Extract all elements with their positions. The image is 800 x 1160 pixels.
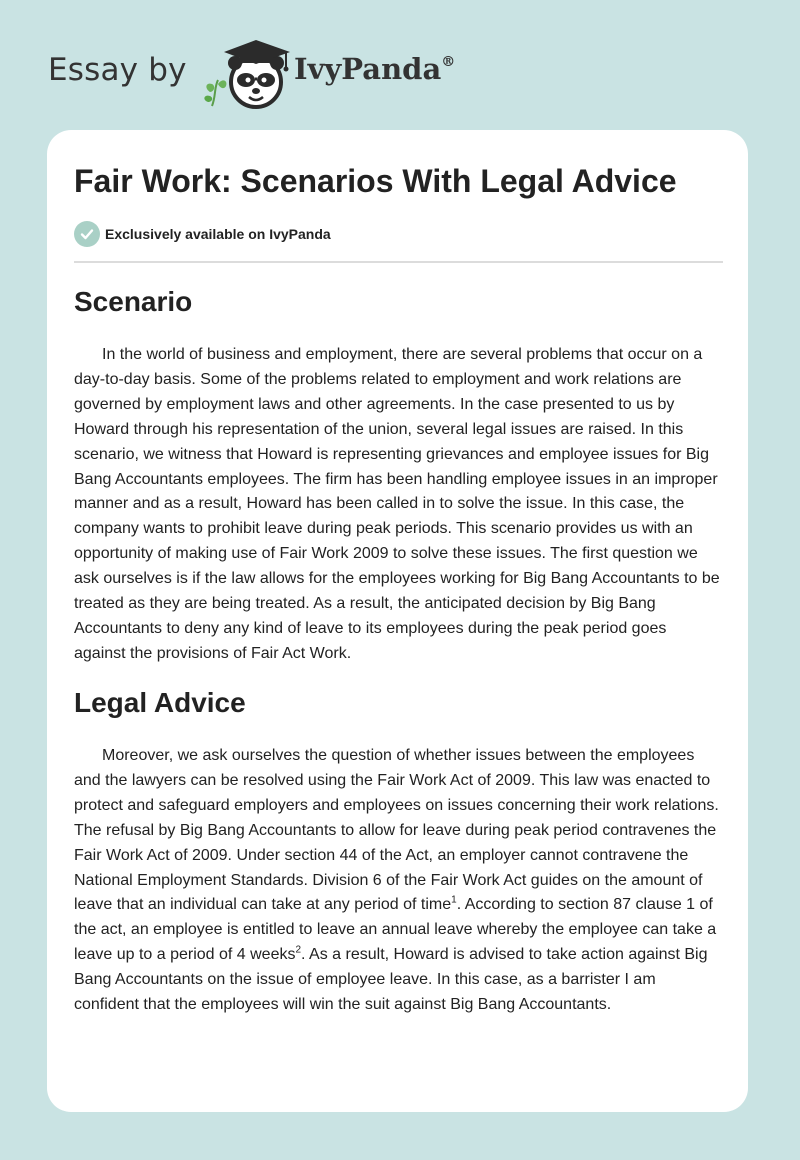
footnote-ref-1[interactable]: 1 (451, 895, 457, 907)
divider (74, 261, 723, 263)
brand-name[interactable]: IvyPanda® (294, 52, 456, 86)
registered-mark: ® (441, 54, 456, 70)
section-heading-scenario: Scenario (74, 286, 193, 317)
badge-label: Exclusively available on IvyPanda (105, 226, 331, 242)
check-icon (74, 221, 100, 247)
exclusive-badge (74, 221, 331, 247)
site-header (48, 32, 748, 112)
panda-logo-icon[interactable] (202, 36, 298, 110)
section-paragraph-legal-advice: Moreover, we ask ourselves the question of whether issues between the employees and the lawyers can be resolved using the Fair Work Act of 2009. This law was enacted to protect and safeguard employers and employees on issues concerning their work relations. The refusal by Big Bang Accountants to allow for leave during peak period contravenes the Fair Work Act of 2009. Under section 44 of the Act, an employer cannot contravene the National Employment Standards. Division 6 of the Fair Work Act guides on the amount of leave that an individual can take at any period of time$^1$. According to section 87 clause 1 of the act, an employee is entitled to leave an annual leave whereby the employee can take a leave up to a period of 4 weeks$^2$. As a result, Howard is advised to take action against Big Bang Accountants on the issue of employee leave. In this case, as a barrister I am confident that the employees will win the suit against Big Bang Accountants. (74, 747, 719, 1014)
page-title: Fair Work: Scenarios With Legal Advice (74, 163, 677, 199)
article-card (47, 130, 748, 1112)
section-heading-legal-advice: Legal Advice (74, 687, 246, 718)
footnote-ref-2[interactable]: 2 (295, 944, 302, 956)
brand-prefix: Essay by (48, 52, 187, 88)
section-paragraph-scenario: In the world of business and employment, there are several problems that occur on a day-to-day basis. Some of the problems related to employment and work relations are governed by employment laws and other agreements. In the case presented to us by Howard through his representation of the union, several legal issues are raised. In this scenario, we witness that Howard is representing grievances and employee issues for Big Bang Accountants employees. The firm has been handling employee issues in an improper manner and as a result, Howard has been called in to solve the issue. In this case, the company wants to prohibit leave during peak periods. This scenario provides us with an opportunity of making use of Fair Work 2009 to solve these issues. The first question we ask ourselves is if the law allows for the employees working for Big Bang Accountants to be treated as they are being treated. As a result, the anticipated decision by Big Bang Accountants to deny any kind of leave to its employees during the peak period goes against the provisions of Fair Act Work. (74, 346, 720, 662)
